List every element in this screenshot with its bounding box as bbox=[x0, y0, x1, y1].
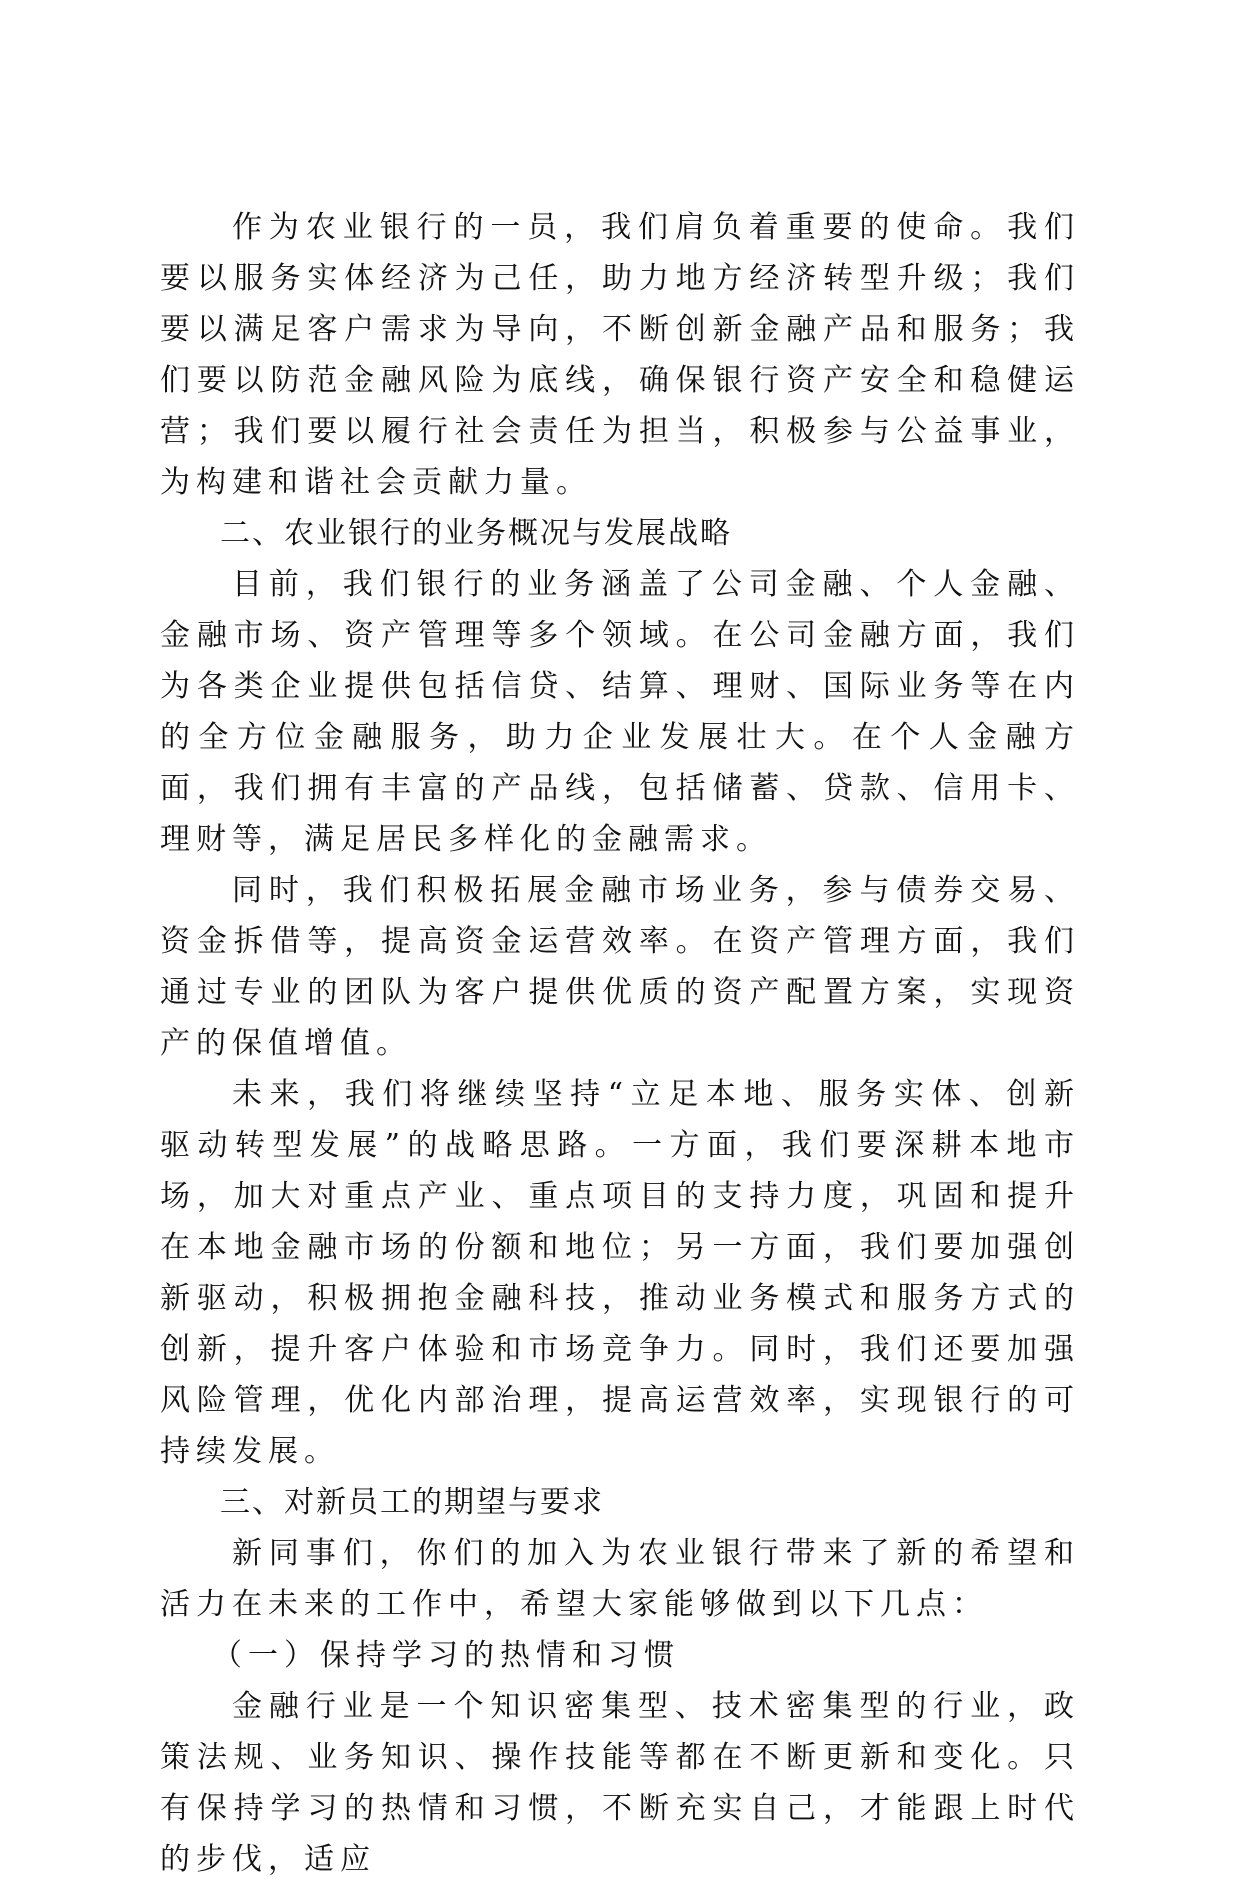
paragraph-financial-markets: 同时，我们积极拓展金融市场业务，参与债券交易、资金拆借等，提高资金运营效率。在资产管理方面，我们通过专业的团队为客户提供优质的资产配置方案，实现资产的保值增值。 bbox=[160, 873, 1080, 1061]
section-heading-expectations: 三、对新员工的期望与要求 bbox=[220, 1485, 604, 1520]
document-body bbox=[160, 202, 1080, 1885]
paragraph-new-colleagues: 新同事们，你们的加入为农业银行带来了新的希望和活力在未来的工作中，希望大家能够做到以下几点： bbox=[160, 1536, 1080, 1622]
paragraph-mission: 作为农业银行的一员，我们肩负着重要的使命。我们要以服务实体经济为己任，助力地方经济转型升级；我们要以满足客户需求为导向，不断创新金融产品和服务；我们要以防范金融风险为底线，确保银行资产安全和稳健运营；我们要以履行社会责任为担当，积极参与公益事业，为构建和谐社会贡献力量。 bbox=[160, 210, 1080, 500]
section-heading-business-overview: 二、农业银行的业务概况与发展战略 bbox=[220, 516, 732, 551]
subheading-keep-learning: （一）保持学习的热情和习惯 bbox=[212, 1638, 680, 1673]
paragraph-business-scope: 目前，我们银行的业务涵盖了公司金融、个人金融、金融市场、资产管理等多个领域。在公司金融方面，我们为各类企业提供包括信贷、结算、理财、国际业务等在内的全方位金融服务，助力企业发展壮大。在个人金融方面，我们拥有丰富的产品线，包括储蓄、贷款、信用卡、理财等，满足居民多样化的金融需求。 bbox=[160, 567, 1080, 857]
paragraph-future-strategy: 未来，我们将继续坚持“立足本地、服务实体、创新驱动转型发展”的战略思路。一方面，我们要深耕本地市场，加大对重点产业、重点项目的支持力度，巩固和提升在本地金融市场的份额和地位；另一方面，我们要加强创新驱动，积极拥抱金融科技，推动业务模式和服务方式的创新，提升客户体验和市场竞争力。同时，我们还要加强风险管理，优化内部治理，提高运营效率，实现银行的可持续发展。 bbox=[160, 1077, 1080, 1469]
paragraph-learning: 金融行业是一个知识密集型、技术密集型的行业，政策法规、业务知识、操作技能等都在不断更新和变化。只有保持学习的热情和习惯，不断充实自己，才能跟上时代的步伐，适应 bbox=[160, 1689, 1080, 1877]
